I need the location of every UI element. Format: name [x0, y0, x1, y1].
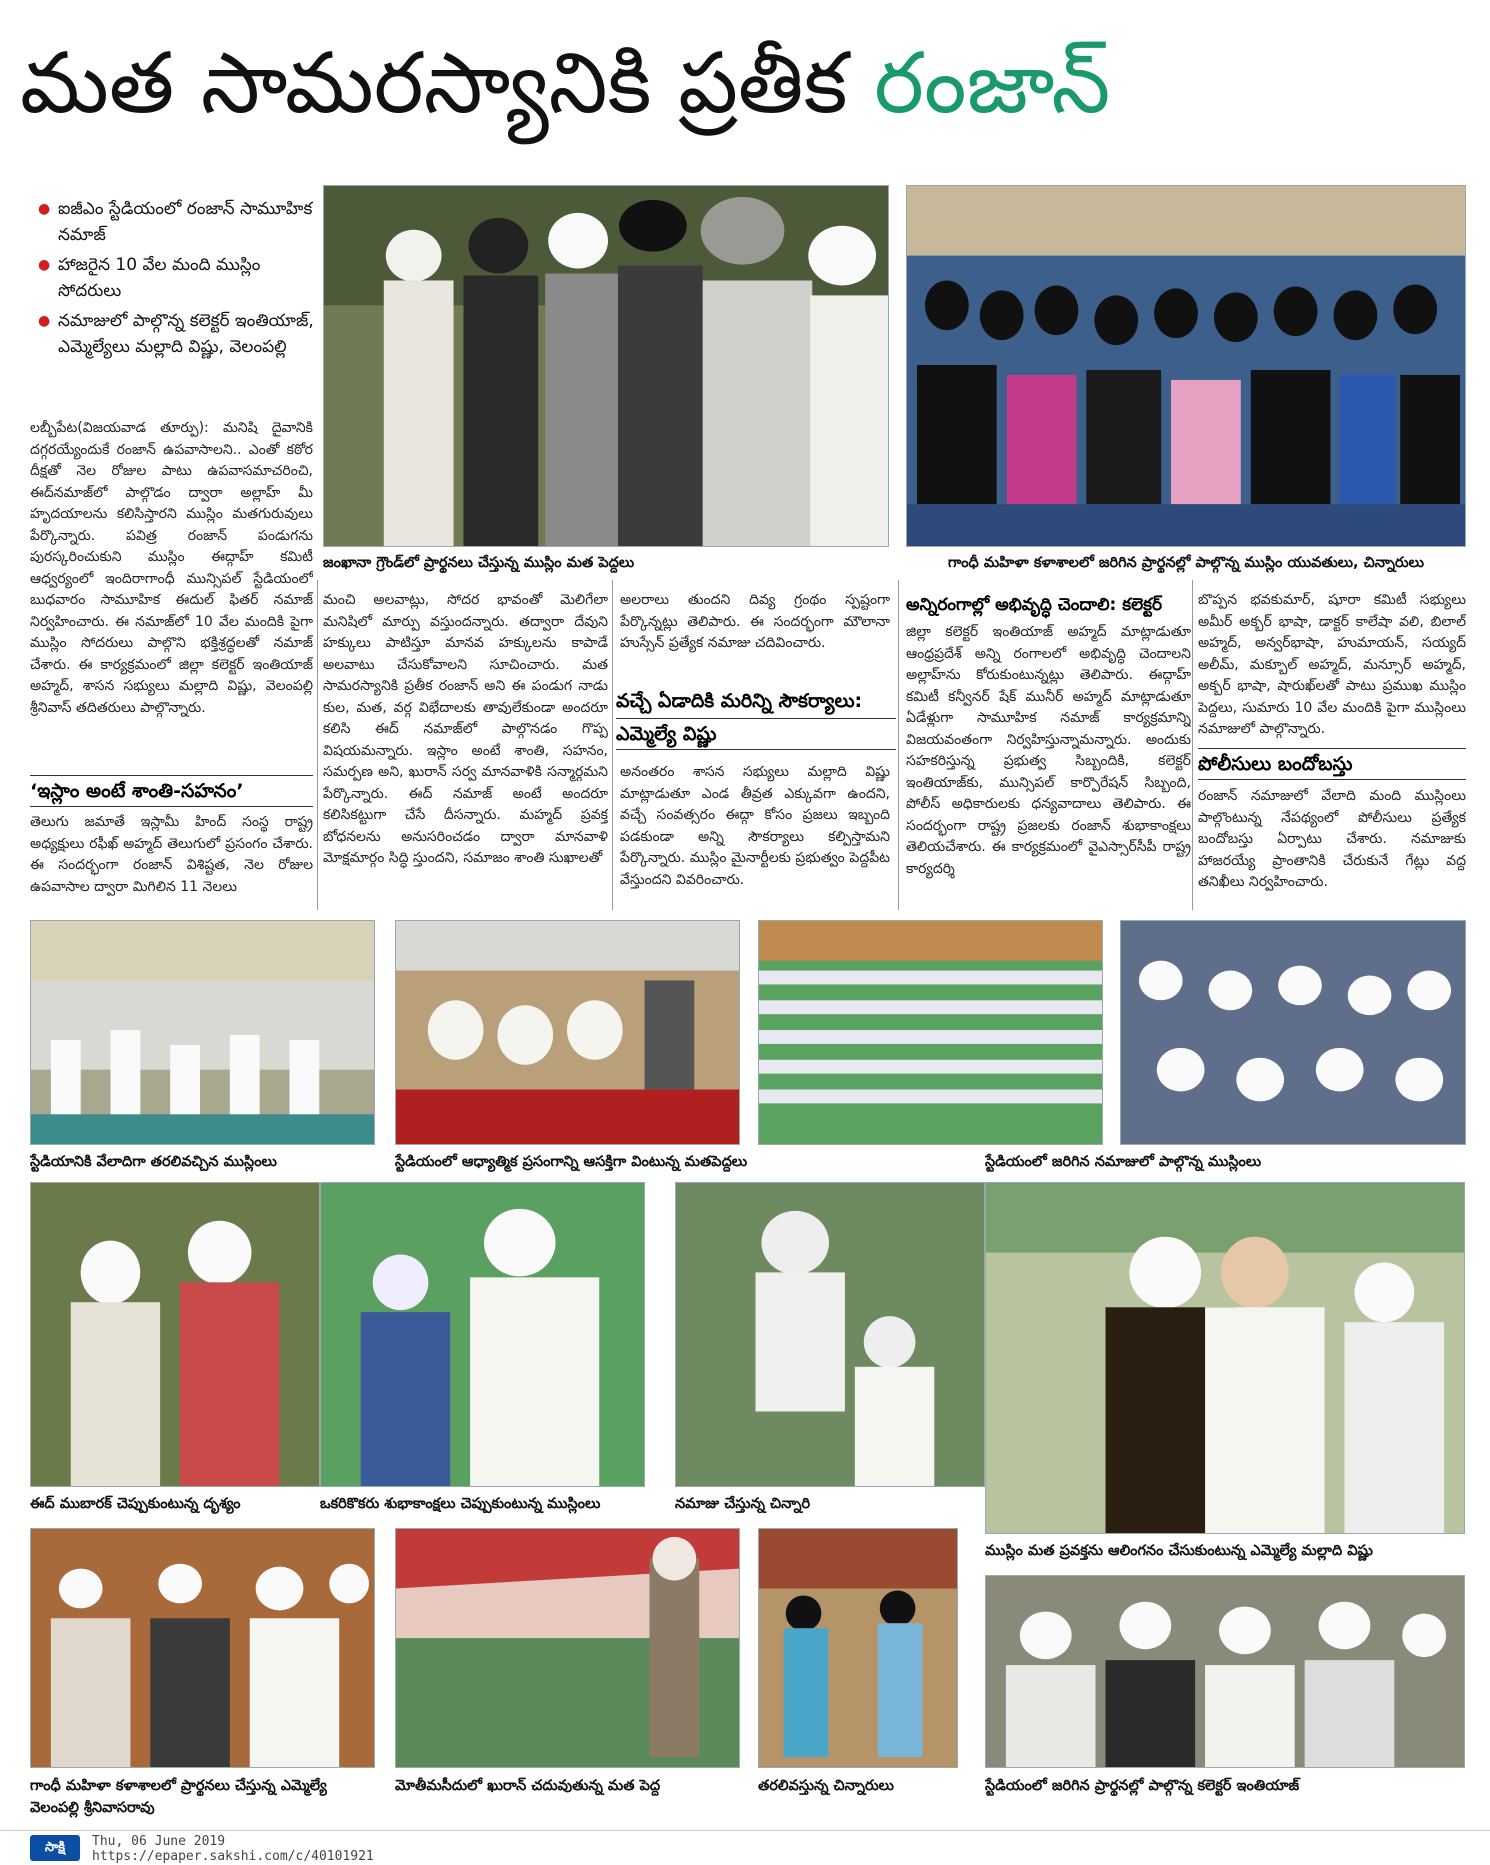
- column-divider: [1192, 580, 1193, 910]
- article-col5-bottom: రంజాన్ నమాజులో వేలాది మంది ముస్లింలు పాల్గొంటున్న నేపథ్యంలో పోలీసులు ప్రత్యేక బందోబస్తు ఏర్పాటు చేశారు. నమాజుకు హాజరయ్యే ప్రాంతానికి చేరుకునే గేట్లు వద్ద తనిఖీలు నిర్వహించారు.: [1198, 788, 1466, 890]
- photo-stadium-crowd: [30, 920, 375, 1145]
- headline: [20, 8, 1470, 158]
- photo-collector-praying: [985, 1575, 1465, 1768]
- photo-caption: ముస్లిం మత ప్రవక్తను ఆలింగనం చేసుకుంటున్న ఎమ్మెల్యే మల్లాది విష్ణు: [985, 1543, 1373, 1559]
- article-subhead: అన్నిరంగాల్లో అభివృద్ధి చెందాలి: కలెక్టర్: [906, 595, 1163, 615]
- article-col3-top: అలరాలు తుందని దివ్య గ్రంథం స్పష్టంగా పేర్కొన్నట్లు తెలిపారు. ఈ సందర్భంగా మౌలానా హుస్సేన్ ప్రత్యేక నమాజు చదివించారు.: [620, 592, 890, 651]
- article-col1-intro: లబ్బీపేట(విజయవాడ తూర్పు): మనిషి దైవానికి దగ్గరయ్యేందుకే రంజాన్ ఉపవాసాలని.. ఎంతో కఠోర దీక్షతో నెల రోజుల పాటు ఉపవాసమాచరించి, ఈద్‌నమాజ్‌లో పాల్గొడం ద్వారా అల్లాహ్ మీ హృదయాలను కలిసిస్తారని ముస్లిం మతగురువులు పేర్కొన్నారు. పవిత్ర రంజాన్ పండుగను పురస్కరించుకుని ముస్లిం ఈద్గాహ్ కమిటీ ఆధ్వర్యంలో ఇందిరాగాంధీ మున్సిపల్ స్టేడియంలో బుధవారం సామూహిక ఈదుల్ ఫితర్ నమాజ్ నిర్వహించారు. ఈ నమాజ్‌లో 10 వేల మందికి పైగా ముస్లిం సోదరులు పాల్గొని భక్తిశ్రద్ధలతో నమాజ్ చేశారు. ఈ కార్యక్రమంలో జిల్లా కలెక్టర్ ఇంతియాజ్ అహ్మద్, శాసన సభ్యులు మల్లాది విష్ణు, వెలంపల్లి శ్రీనివాస్ తదితరులు పాల్గొన్నారు.: [30, 420, 313, 716]
- photo-wishing-each-other: [320, 1182, 645, 1487]
- edition-date: Thu, 06 June 2019: [92, 1834, 226, 1849]
- photo-caption: స్టేడియానికి వేలాదిగా తరలివచ్చిన ముస్లింలు: [30, 1154, 277, 1170]
- photo-eid-greeting: [30, 1182, 320, 1487]
- article-subhead: పోలీసులు బందోబస్తు: [1198, 748, 1466, 780]
- photo-caption: గాంధీ మహిళా కళాశాలలో జరిగిన ప్రార్థనల్లో పాల్గొన్న ముస్లిం యువతులు, చిన్నారులు: [948, 555, 1424, 571]
- article-col2: మంచి అలవాట్లు, సోదర భావంతో మెలిగేలా మనిషిలో మార్పు వస్తుందన్నారు. తద్వారా దేవుని హక్కులు పాటిస్తూ మానవ హక్కులను కాపాడే అలవాటు చేసుకోవాలని సూచించారు. మత సామరస్యానికి ప్రతీక రంజాన్ అని ఈ పండుగ నాడు కుల, మత, వర్గ విభేదాలకు తావులేకుండా అందరూ కలిసి ఈద్ నమాజ్‌లో పాల్గొనడం గొప్ప విషయమన్నారు. ఇస్లాం అంటే శాంతి, సహనం, సమర్పణ అని, ఖురాన్ సర్వ మానవాళికి సన్మార్గమని పేర్కొన్నారు. ఈద్ నమాజ్ అంటే అందరూ కలిసికట్టుగా చేసే దీసన్నారు. మహ్మద్ ప్రవక్త బోధనలను అనుసరించడం ద్వారా మానవాళి మోక్షమార్గం సిద్ధి స్తుందని, సమాజం శాంతి సుఖాలతో: [323, 592, 608, 866]
- photo-mla-praying: [30, 1528, 375, 1768]
- sakshi-logo[interactable]: సాక్షి: [30, 1835, 80, 1861]
- footer: [0, 1830, 1490, 1865]
- headline-highlight: రంజాన్: [874, 34, 1111, 132]
- article-col3-bottom: అనంతరం శాసన సభ్యులు మల్లాది విష్ణు మాట్లాడుతూ ఎండ తీవ్రత ఎక్కువగా ఉందని, వచ్చే సంవత్సరం ఈద్గా కోసం ప్రజలు ఇబ్బంది పడకుండా అన్ని సౌకర్యాలు కల్పిస్తామని పేర్కొన్నారు. ముస్లిం మైనార్టీలకు ప్రభుత్వం పెద్దపీట వేస్తుందని వివరించారు.: [620, 764, 890, 888]
- photo-stadium-namaz-rows: [758, 920, 1103, 1145]
- photo-caption: మోతీమసీదులో ఖురాన్ చదువుతున్న మత పెద్ద: [395, 1778, 661, 1794]
- article-col4: జిల్లా కలెక్టర్ ఇంతియాజ్ అహ్మద్ మాట్లాడుతూ ఆంధ్రప్రదేశ్ అన్ని రంగాలలో అభివృద్ధి చెందాలని అల్లాహ్‌ను కోరుకుంటున్నట్లు తెలిపారు. ఈద్గాహ్ కమిటీ కన్వీనర్ షేక్ మునీర్ అహ్మద్ మాట్లాడుతూ ఏడేళ్లుగా సామూహిక నమాజ్ కార్యక్రమాన్ని విజయవంతంగా నిర్వహిస్తున్నామన్నారు. అందుకు సహకరిస్తున్న ప్రభుత్వ సిబ్బందికి, కలెక్టర్ ఇంతియాజ్‌కు, మున్సిపల్ కార్పొరేషన్ సిబ్బంది, పోలీస్ అధికారులకు ధన్యవాదాలు తెలిపారు. ఈ సందర్భంగా రాష్ట్ర ప్రజలకు రంజాన్ శుభాకాంక్షలు తెలియచేశారు. ఈ కార్యక్రమంలో వైఎస్సార్‌సీపీ రాష్ట్ర కార్యదర్శి: [906, 624, 1191, 877]
- article-col5-top: బొప్పన భవకుమార్, షూరా కమిటీ సభ్యులు అమీర్ అక్బర్ భాషా, డాక్టర్ కాలేషా వలి, బిలాల్ అహ్మద్, అన్వర్‌భాషా, హుమాయన్, సయ్యద్ అలీమ్, మక్బూల్ అహ్మద్, మన్సూర్ అహ్మద్, అక్బర్ భాషా, షారుఖ్‌లతో పాటు ప్రముఖ ముస్లిం పెద్దలు, సుమారు 10 వేల మందికి పైగా ముస్లింలు నమాజులో పాల్గొన్నారు.: [1198, 592, 1466, 737]
- article-col1-body: తెలుగు జమాతే ఇస్లామీ హింద్ సంస్థ రాష్ట్ర అధ్యక్షులు రఫీఖ్ అహ్మద్ తెలుగులో ప్రసంగం చేశారు. ఈ సందర్భంగా రంజాన్ విశిష్టత, నెల రోజుల ఉపవాసాల ద్వారా మిగిలిన 11 నెలలు: [30, 814, 313, 895]
- photo-caption: వెలంపల్లి శ్రీనివాసరావు: [30, 1800, 155, 1816]
- photo-child-praying: [675, 1182, 985, 1487]
- photo-caption: స్టేడియంలో జరిగిన నమాజులో పాల్గొన్న ముస్లింలు: [985, 1154, 1262, 1170]
- highlights-list: [38, 196, 318, 364]
- highlight-item: ● హాజరైన 10 వేల మంది ముస్లిం సోదరులు: [38, 252, 318, 304]
- photo-caption: గాంధీ మహిళా కళాశాలలో ప్రార్థనలు చేస్తున్న ఎమ్మెల్యే: [30, 1778, 327, 1794]
- article-subhead: ఎమ్మెల్యే విష్ణు: [616, 718, 896, 750]
- highlight-item: ● నమాజులో పాల్గొన్న కలెక్టర్ ఇంతియాజ్, ఎమ్మెల్యేలు మల్లాది విష్ణు, వెలంపల్లి: [38, 308, 318, 360]
- column-divider: [612, 580, 613, 910]
- epaper-link[interactable]: https://epaper.sakshi.com/c/40101921: [92, 1849, 374, 1864]
- photo-caption: ఈద్ ముబారక్ చెప్పుకుంటున్న దృశ్యం: [30, 1496, 241, 1512]
- photo-caption: స్టేడియంలో జరిగిన ప్రార్థనల్లో పాల్గొన్న కలెక్టర్ ఇంతియాజ్: [985, 1778, 1300, 1794]
- photo-listening-elders: [395, 920, 740, 1145]
- photo-caption: తరలివస్తున్న చిన్నారులు: [758, 1778, 894, 1794]
- column-divider: [317, 580, 318, 910]
- photo-caption: స్టేడియంలో ఆధ్యాత్మిక ప్రసంగాన్ని ఆసక్తిగా వింటున్న మతపెద్దలు: [395, 1154, 748, 1170]
- highlight-item: ● ఐజీఎం స్టేడియంలో రంజాన్ సామూహిక నమాజ్: [38, 196, 318, 248]
- photo-women-praying: [906, 185, 1466, 547]
- photo-mla-embrace: [985, 1182, 1465, 1534]
- photo-caption: ఒకరికొకరు శుభాకాంక్షలు చెప్పుకుంటున్న ముస్లింలు: [320, 1496, 601, 1512]
- headline-main: మత సామరస్యానికి ప్రతీక: [20, 34, 875, 132]
- photo-stadium-worshippers: [1120, 920, 1466, 1145]
- column-divider: [898, 580, 899, 910]
- article-subhead: వచ్చే ఏడాదికి మరిన్ని సౌకర్యాలు:: [616, 690, 863, 712]
- photo-caption: జంఖానా గ్రౌండ్‌లో ప్రార్థనలు చేస్తున్న ముస్లిం మత పెద్దలు: [323, 555, 635, 571]
- photo-caption: నమాజు చేస్తున్న చిన్నారి: [675, 1496, 811, 1512]
- photo-reading-quran: [395, 1528, 740, 1768]
- article-subhead: ‘ఇస్లాం అంటే శాంతి-సహనం’: [30, 775, 313, 807]
- photo-children-arriving: [758, 1528, 958, 1768]
- photo-elders-praying: [323, 185, 889, 547]
